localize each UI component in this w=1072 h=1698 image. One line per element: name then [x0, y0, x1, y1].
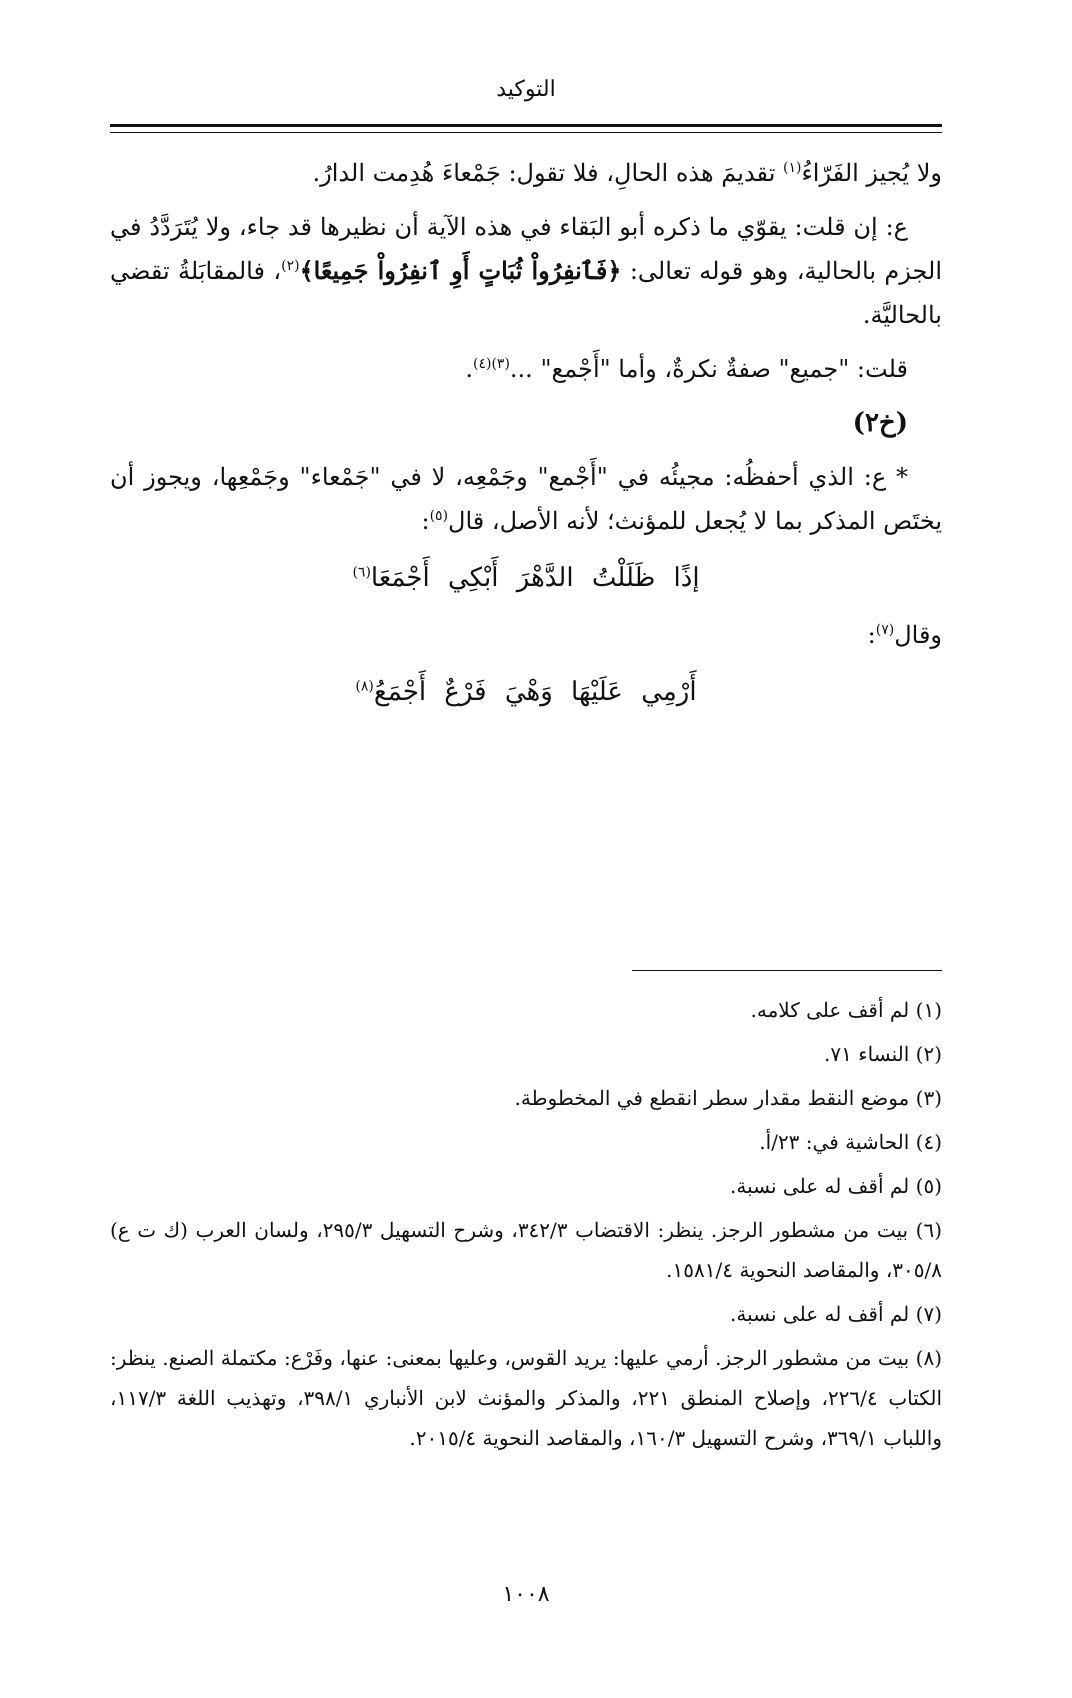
- footnote: (٢) النساء ٧١.: [824, 1042, 942, 1066]
- paragraph-2: ع: إن قلت: يقوّي ما ذكره أبو البَقاء في هذه الآية أن نظيرها قد جاء، ولا يُتَرَدَّدُ في الجزم بالحالية، وهو قوله تعالى: ﴿فَٱنفِرُواْ ثُبَاتٍ أَوِ ٱنفِرُواْ جَمِيعًا﴾$^{(٢)}$، فالمقابَلةُ تقضي بالحاليَّة.: [110, 213, 943, 329]
- footnote-ref: (٢): [281, 258, 300, 274]
- footnote: (٤) الحاشية في: ٢٣/أ.: [759, 1130, 942, 1154]
- footnote: (٧) لم أقف له على نسبة.: [730, 1302, 942, 1326]
- footnote-ref: (١): [783, 160, 802, 176]
- footnote-ref: (٥): [429, 508, 449, 524]
- footnote-ref: (٦): [352, 564, 371, 581]
- footnote: (١) لم أقف على كلامه.: [750, 998, 942, 1022]
- paragraph-5: وقال$^{(٧)}$:: [867, 621, 942, 649]
- header-rule-thin: [110, 132, 942, 133]
- footnote: (٦) بيت من مشطور الرجز. ينظر: الاقتضاب ٣٤٢/٣، وشرح التسهيل ٢٩٥/٣، ولسان العرب (ك ت ع) ٣٠٥/٨، والمقاصد النحوية ١٥٨١/٤.: [110, 1218, 942, 1282]
- footnotes: [110, 990, 942, 1462]
- poetry-verse-1: إذًا ظَلَلْتُ الدَّهْرَ أَبْكِي أَجْمَعَا$^{(٦)}$: [352, 563, 700, 593]
- footnote-separator: [632, 970, 942, 971]
- running-header: التوكيد: [496, 77, 556, 102]
- header-rule-thick: [110, 124, 942, 127]
- footnote: (٣) موضع النقط مقدار سطر انقطع في المخطوطة.: [514, 1086, 942, 1110]
- footnote: (٥) لم أقف له على نسبة.: [730, 1174, 942, 1198]
- footnote: (٨) بيت من مشطور الرجز. أرمي عليها: يريد القوس، وعليها بمعنى: عنها، وفَرْع: مكتملة الصنع. ينظر: الكتاب ٢٢٦/٤، وإصلاح المنطق ٢٢١، والمذكر والمؤنث لابن الأنباري ٣٩٨/١، وتهذيب اللغة ١١٧/٣، واللباب ٣٦٩/١، وشرح التسهيل ١٦٠/٣، والمقاصد النحوية ٢٠١٥/٤.: [110, 1346, 942, 1450]
- main-text: [110, 151, 942, 717]
- footnote-ref: (٣)(٤): [472, 356, 510, 372]
- paragraph-4: * ع: الذي أحفظُه: مجيئُه في "أَجْمع" وجَمْعِه، لا في "جَمْعاء" وجَمْعِها، ويجوز أن يختَص المذكر بما لا يُجعل للمؤنث؛ لأنه الأصل، قال$^{(٥)}$:: [110, 463, 942, 535]
- footnote-ref: (٧): [875, 622, 895, 638]
- footnote-ref: (٨): [355, 678, 374, 695]
- paragraph-1: ولا يُجيز الفَرّاءُ$^{(١)}$ تقديمَ هذه الحالِ، فلا تقول: جَمْعاءَ هُدِمت الدارُ.: [312, 159, 942, 187]
- poetry-verse-2: أَرْمِي عَلَيْهَا وَهْيَ فَرْعٌ أَجْمَعُ$^{(٨)}$: [355, 677, 697, 707]
- paragraph-3: قلت: "جميع" صفةٌ نكرةٌ، وأما "أَجْمع" ...$^{(٣)(٤)}$.: [465, 355, 908, 383]
- quran-verse: ﴿فَٱنفِرُواْ ثُبَاتٍ أَوِ ٱنفِرُواْ جَمِيعًا﴾: [299, 256, 622, 285]
- book-page: [110, 70, 942, 1670]
- page-number: ١٠٠٨: [502, 1582, 550, 1607]
- section-marker: (خ٢): [852, 408, 908, 438]
